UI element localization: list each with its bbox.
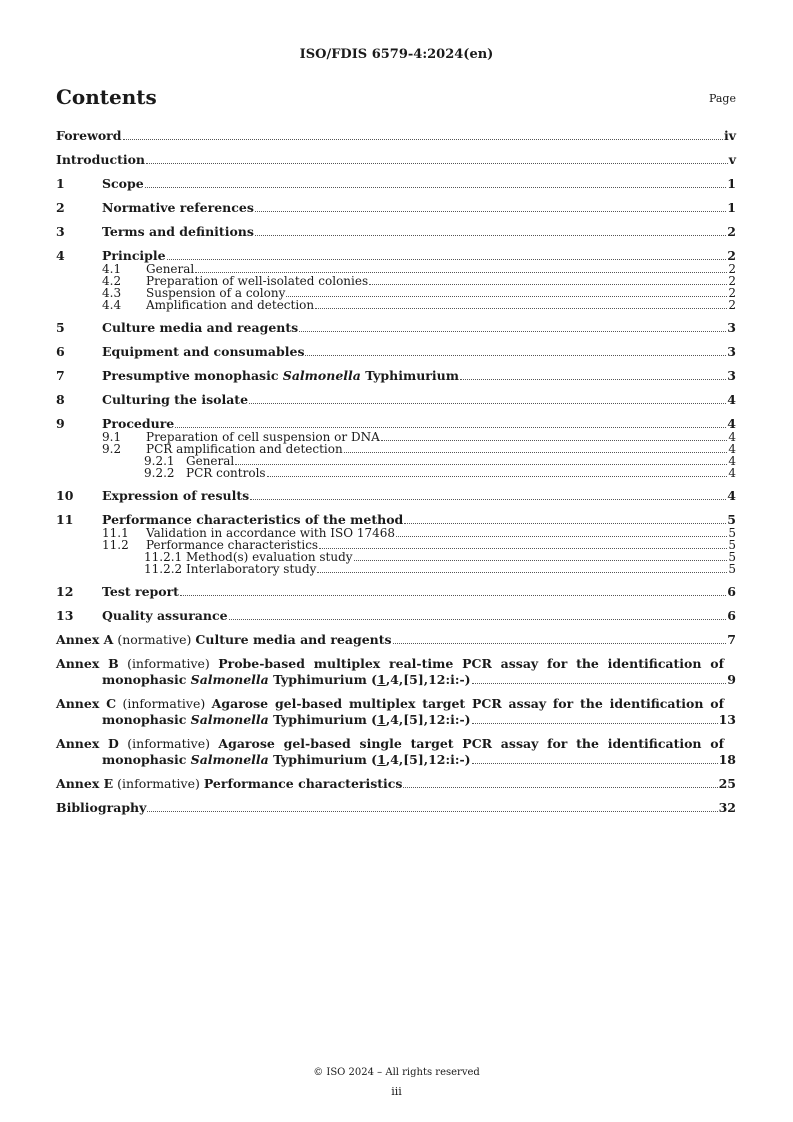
annex-line-1 [56, 656, 736, 672]
leader-dots [319, 547, 727, 549]
toc-title: General [146, 262, 195, 276]
leader-dots [472, 762, 718, 764]
table-of-contents [56, 128, 736, 816]
annex-title-continued [102, 712, 471, 728]
annex-title: Probe-based multiplex real-time PCR assay for the identification of [218, 656, 724, 671]
toc-page: 4 [727, 392, 736, 407]
toc-page: 5 [728, 526, 736, 540]
toc-page: 9 [727, 672, 736, 687]
toc-number: 1 [56, 176, 65, 191]
toc-page: 4 [728, 442, 736, 456]
toc-page: 4 [728, 430, 736, 444]
toc-entry-annex-d[interactable] [56, 736, 736, 768]
toc-page: 3 [727, 320, 736, 335]
toc-entry-2[interactable] [56, 200, 736, 216]
toc-entry-4-4[interactable] [56, 300, 736, 312]
annex-label: Annex C [56, 696, 117, 711]
toc-number: 9.2 [102, 442, 122, 456]
toc-entry-annex-c[interactable] [56, 696, 736, 728]
toc-title: Procedure [102, 416, 175, 431]
annex-title-continued [102, 672, 471, 688]
leader-dots [381, 439, 728, 441]
annex-title-underlined: 1 [377, 712, 386, 727]
leader-dots [315, 307, 727, 309]
toc-title: Preparation of well-isolated colonies [146, 274, 369, 288]
leader-dots [393, 642, 727, 644]
toc-entry-9-2-2[interactable] [56, 468, 736, 480]
toc-entry-foreword[interactable] [56, 128, 736, 144]
toc-number: 7 [56, 368, 65, 383]
toc-title: Interlaboratory study [186, 562, 317, 576]
toc-entry-10[interactable] [56, 488, 736, 504]
toc-number: 9.1 [102, 430, 122, 444]
toc-entry-bibliography[interactable] [56, 800, 736, 816]
toc-title: Normative references [102, 200, 254, 215]
copyright-notice: © ISO 2024 – All rights reserved [313, 1067, 480, 1078]
toc-title: Validation in accordance with ISO 17468 [146, 526, 396, 540]
leader-dots [147, 810, 717, 812]
leader-dots [250, 498, 726, 500]
leader-dots [249, 402, 726, 404]
toc-page: 2 [727, 224, 736, 239]
leader-dots [123, 138, 723, 140]
leader-dots [404, 522, 726, 524]
toc-number: 9 [56, 416, 65, 431]
toc-number: 11.2.1 [144, 550, 183, 564]
toc-number: 11.1 [102, 526, 129, 540]
annex-title-part: monophasic [102, 672, 191, 687]
annex-line-1 [56, 696, 736, 712]
annex-label: Annex A [56, 632, 114, 647]
toc-page: 5 [727, 512, 736, 527]
toc-title: Foreword [56, 128, 122, 143]
leader-dots [175, 426, 726, 428]
leader-dots [195, 271, 727, 273]
annex-title-part: ,4,[5],12:i:-) [385, 712, 471, 727]
leader-dots [286, 295, 727, 297]
toc-page: 32 [718, 800, 736, 815]
toc-title: Test report [102, 584, 179, 599]
toc-number: 6 [56, 344, 65, 359]
toc-number: 5 [56, 320, 65, 335]
annex-label: Annex B [56, 656, 119, 671]
annex-title-part: monophasic [102, 712, 191, 727]
annex-line-2 [56, 712, 736, 728]
annex-title-italic: Salmonella [190, 752, 269, 767]
toc-title: PCR amplification and detection [146, 442, 343, 456]
page-title: Contents [56, 85, 157, 109]
toc-number: 4.1 [102, 262, 122, 276]
page-number: iii [391, 1085, 402, 1098]
annex-kind: (normative) [117, 632, 192, 647]
toc-title: Culturing the isolate [102, 392, 249, 407]
leader-dots [396, 535, 727, 537]
toc-title: Terms and definitions [102, 224, 254, 239]
toc-number: 8 [56, 392, 65, 407]
toc-page: v [728, 152, 736, 167]
annex-kind: (informative) [127, 736, 210, 751]
leader-dots [369, 283, 727, 285]
toc-title: Expression of results [102, 488, 250, 503]
annex-title-italic: Salmonella [190, 712, 269, 727]
page-column-label: Page [708, 92, 736, 105]
leader-dots [403, 786, 717, 788]
toc-entry-6[interactable] [56, 344, 736, 360]
toc-number: 4.2 [102, 274, 122, 288]
toc-page: 13 [718, 712, 736, 727]
toc-title: Performance characteristics [146, 538, 319, 552]
annex-label: Annex E [56, 776, 114, 791]
toc-number: 10 [56, 488, 74, 503]
toc-title-italic: Salmonella [282, 368, 361, 383]
leader-dots [235, 463, 727, 465]
toc-page: 1 [727, 200, 736, 215]
toc-page: 4 [727, 416, 736, 431]
toc-page: 5 [728, 562, 736, 576]
toc-page: 6 [727, 608, 736, 623]
toc-page: 2 [728, 262, 736, 276]
toc-title [102, 368, 459, 384]
toc-title: Suspension of a colony [146, 286, 286, 300]
annex-title-part: Typhimurium ( [268, 752, 378, 767]
toc-number: 3 [56, 224, 65, 239]
leader-dots [255, 234, 726, 236]
toc-title: Quality assurance [102, 608, 228, 623]
leader-dots [472, 722, 718, 724]
annex-title-continued [102, 752, 471, 768]
toc-page: 2 [728, 298, 736, 312]
toc-page: 3 [727, 344, 736, 359]
toc-title: Amplification and detection [146, 298, 315, 312]
toc-title: PCR controls [186, 466, 266, 480]
toc-page: 18 [718, 752, 736, 767]
toc-number: 11.2 [102, 538, 129, 552]
annex-title-italic: Salmonella [190, 672, 269, 687]
leader-dots [317, 571, 727, 573]
toc-entry-8[interactable] [56, 392, 736, 408]
leader-dots [229, 618, 727, 620]
toc-page: 5 [728, 550, 736, 564]
toc-entry-11-2-2[interactable] [56, 564, 736, 576]
annex-title-underlined: 1 [377, 672, 386, 687]
annex-kind: (informative) [117, 776, 200, 791]
toc-title: General [186, 454, 235, 468]
toc-title: Bibliography [56, 800, 147, 815]
toc-entry-5[interactable] [56, 320, 736, 336]
annex-title-part: ,4,[5],12:i:-) [385, 752, 471, 767]
toc-title: Scope [102, 176, 144, 191]
toc-page: 2 [728, 274, 736, 288]
annex-title: Culture media and reagents [195, 632, 392, 647]
toc-number: 11.2.2 [144, 562, 183, 576]
annex-line-2 [56, 672, 736, 688]
annex-title: Performance characteristics [203, 776, 403, 791]
toc-title: Performance characteristics of the method [102, 512, 404, 527]
leader-dots [344, 451, 728, 453]
leader-dots [145, 186, 727, 188]
leader-dots [299, 330, 726, 332]
toc-title: Culture media and reagents [102, 320, 299, 335]
annex-title: Agarose gel-based multiplex target PCR assay for the identification of [211, 696, 724, 711]
toc-page: 4 [727, 488, 736, 503]
toc-page: 3 [727, 368, 736, 383]
annex-kind: (informative) [127, 656, 210, 671]
toc-entry-3[interactable] [56, 224, 736, 240]
toc-title-part: Typhimurium [360, 368, 459, 383]
leader-dots [167, 258, 727, 260]
toc-page: iv [723, 128, 736, 143]
toc-number: 13 [56, 608, 74, 623]
toc-page: 6 [727, 584, 736, 599]
toc-title: Preparation of cell suspension or DNA [146, 430, 380, 444]
annex-title-underlined: 1 [377, 752, 386, 767]
annex-line-1 [56, 736, 736, 752]
toc-title [56, 776, 402, 792]
leader-dots [472, 682, 727, 684]
toc-title: Introduction [56, 152, 146, 167]
toc-number: 2 [56, 200, 65, 215]
toc-entry-introduction[interactable] [56, 152, 736, 168]
toc-entry-13[interactable] [56, 608, 736, 624]
toc-entry-annex-a[interactable] [56, 632, 736, 648]
leader-dots [460, 378, 726, 380]
toc-number: 11 [56, 512, 74, 527]
toc-title-part: Presumptive monophasic [102, 368, 283, 383]
toc-page: 4 [728, 454, 736, 468]
annex-line-2 [56, 752, 736, 768]
annex-title-part: ,4,[5],12:i:-) [385, 672, 471, 687]
leader-dots [146, 162, 728, 164]
annex-title-part: Typhimurium ( [268, 672, 378, 687]
document-header: ISO/FDIS 6579-4:2024(en) [299, 47, 494, 62]
leader-dots [180, 594, 726, 596]
toc-number: 4.3 [102, 286, 122, 300]
toc-page: 1 [727, 176, 736, 191]
toc-page: 5 [728, 538, 736, 552]
toc-number: 9.2.2 [144, 466, 175, 480]
toc-page: 2 [728, 286, 736, 300]
annex-kind: (informative) [122, 696, 206, 711]
toc-title: Method(s) evaluation study [186, 550, 353, 564]
toc-page: 7 [727, 632, 736, 647]
toc-entry-12[interactable] [56, 584, 736, 600]
leader-dots [267, 475, 728, 477]
annex-title-part: Typhimurium ( [268, 712, 378, 727]
toc-title [56, 632, 392, 648]
toc-page: 2 [727, 248, 736, 263]
toc-page: 25 [718, 776, 736, 791]
annex-title-part: monophasic [102, 752, 191, 767]
toc-page: 4 [728, 466, 736, 480]
toc-number: 4.4 [102, 298, 122, 312]
annex-title: Agarose gel-based single target PCR assay for the identification of [218, 736, 724, 751]
toc-entry-7[interactable] [56, 368, 736, 384]
toc-entry-1[interactable] [56, 176, 736, 192]
toc-title: Equipment and consumables [102, 344, 305, 359]
leader-dots [305, 354, 726, 356]
toc-number: 12 [56, 584, 74, 599]
toc-entry-annex-b[interactable] [56, 656, 736, 688]
toc-title: Principle [102, 248, 166, 263]
leader-dots [354, 559, 728, 561]
toc-entry-annex-e[interactable] [56, 776, 736, 792]
toc-number: 4 [56, 248, 65, 263]
toc-number: 9.2.1 [144, 454, 175, 468]
leader-dots [255, 210, 726, 212]
annex-label: Annex D [56, 736, 119, 751]
